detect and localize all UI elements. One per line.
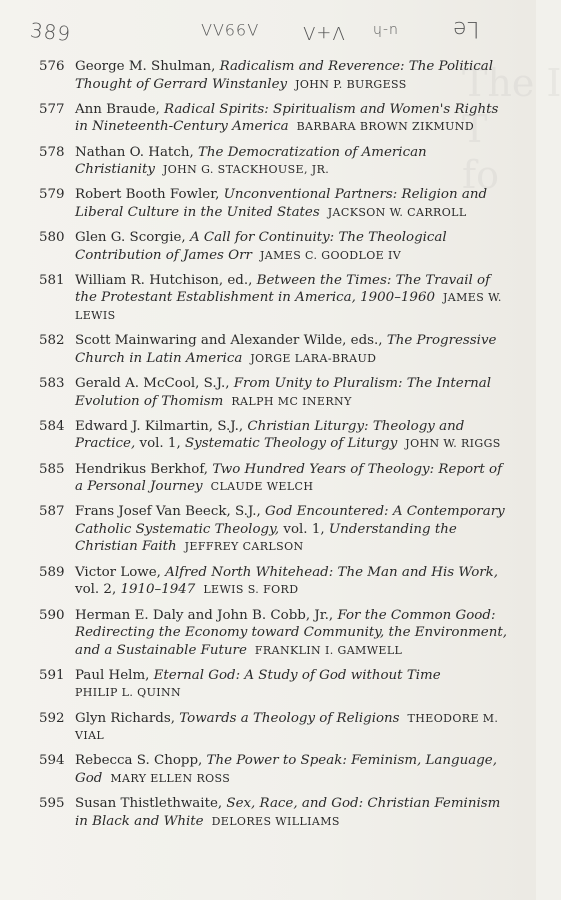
entry-page-number: 579	[39, 187, 65, 203]
entry-author: Edward J. Kilmartin, S.J.,	[75, 418, 248, 434]
entry-reviewer: JOHN G. STACKHOUSE, JR.	[162, 163, 330, 177]
entry-reviewer: CLAUDE WELCH	[210, 480, 314, 494]
review-entry	[0, 332, 536, 367]
entry-page-number: 585	[39, 461, 65, 477]
entry-reviewer: JOHN P. BURGESS	[295, 77, 407, 91]
entry-title: Unconventional Partners: Religion and Liberal Culture in the United States	[75, 187, 488, 220]
entry-reviewer: RALPH MC INERNY	[231, 394, 352, 408]
entry-subtitle: Understanding the Christian Faith	[75, 521, 457, 555]
entry-body	[75, 462, 502, 495]
book-review-list	[0, 58, 536, 838]
review-entry	[0, 461, 536, 496]
handwritten-note: u-h	[372, 22, 398, 38]
review-entry	[0, 229, 536, 264]
entry-author: Victor Lowe,	[75, 564, 166, 580]
review-entry	[0, 101, 536, 136]
handwritten-note: Le	[452, 16, 480, 41]
entry-body	[75, 668, 441, 701]
entry-body	[75, 376, 491, 409]
entry-page-number: 589	[39, 564, 65, 580]
entry-reviewer: JAMES C. GOODLOE IV	[259, 248, 402, 262]
entry-page-number: 580	[39, 230, 65, 246]
entry-reviewer: BARBARA BROWN ZIKMUND	[296, 120, 475, 134]
review-entry	[0, 58, 536, 93]
entry-author: Robert Booth Fowler,	[75, 187, 224, 203]
handwritten-note: V+Λ	[302, 22, 345, 43]
entry-title: The Progressive Church in Latin America	[75, 333, 497, 366]
entry-subtitle: 1910–1947	[120, 582, 196, 598]
entry-title: Between the Times: The Travail of the Protestant Establishment in America, 1900–1960	[75, 272, 491, 306]
review-entry	[0, 186, 536, 221]
entry-page-number: 576	[39, 59, 65, 74]
entry-reviewer: JEFFREY CARLSON	[184, 540, 304, 554]
entry-page-number: 591	[39, 667, 65, 683]
entry-reviewer: JACKSON W. CARROLL	[327, 205, 467, 219]
entry-author: William R. Hutchison, ed.,	[75, 272, 257, 288]
entry-title: From Unity to Pluralism: The Internal Evolution of Thomism	[75, 376, 491, 409]
review-entry	[0, 564, 536, 599]
bleed-line: The I	[462, 61, 561, 105]
entry-reviewer: LEWIS S. FORD	[203, 583, 299, 597]
entry-page-number: 584	[39, 418, 65, 434]
entry-volume: vol. 2,	[75, 582, 121, 598]
entry-author: Ann Braude,	[75, 101, 165, 117]
entry-page-number: 595	[39, 796, 65, 812]
entry-title: Towards a Theology of Religions	[179, 710, 400, 726]
review-entry	[0, 710, 536, 745]
entry-title: Christian Liturgy: Theology and Practice,	[75, 418, 465, 452]
entry-title: Radical Spirits: Spiritualism and Women's Rights in Nineteenth-Century America	[75, 101, 499, 135]
review-entry	[0, 272, 536, 325]
handwritten-note: 389	[28, 17, 73, 47]
entry-author: Frans Josef Van Beeck, S.J.,	[75, 504, 266, 520]
entry-page-number: 587	[39, 504, 65, 520]
entry-reviewer: THEODORE M. VIAL	[75, 711, 499, 743]
entry-body	[75, 419, 501, 452]
review-entry	[0, 418, 536, 453]
entry-author: Rebecca S. Chopp,	[75, 753, 207, 769]
entry-body	[75, 145, 427, 178]
review-entry	[0, 795, 536, 830]
entry-reviewer: FRANKLIN I. GAMWELL	[254, 643, 403, 657]
entry-page-number: 577	[39, 101, 65, 117]
bleed-line: fo	[462, 153, 499, 197]
entry-title: Radicalism and Reverence: The Political Thought of Gerrard Winstanley	[75, 59, 494, 92]
entry-title: For the Common Good: Redirecting the Economy toward Community, the Environment, and a Sustainable Future	[75, 607, 507, 658]
entry-page-number: 592	[39, 710, 65, 726]
review-entry	[0, 144, 536, 179]
entry-subtitle: Systematic Theology of Liturgy	[184, 436, 398, 452]
entry-title: Alfred North Whitehead: The Man and His Work,	[165, 564, 499, 580]
handwritten-notes	[0, 14, 536, 54]
entry-reviewer: JORGE LARA-BRAUD	[250, 351, 377, 365]
entry-author: Glyn Richards,	[75, 710, 180, 726]
entry-author: Gerald A. McCool, S.J.,	[75, 376, 234, 392]
entry-page-number: 581	[39, 272, 65, 288]
entry-body	[75, 796, 500, 829]
entry-body	[75, 230, 447, 263]
entry-body	[75, 59, 493, 92]
entry-author: Hendrikus Berkhof,	[75, 461, 213, 477]
entry-volume: vol. 1,	[279, 521, 329, 537]
entry-author: Glen G. Scorgie,	[75, 230, 190, 246]
entry-reviewer: PHILIP L. QUINN	[75, 686, 182, 700]
entry-body	[75, 711, 498, 744]
entry-body	[75, 565, 498, 598]
entry-page-number: 590	[39, 607, 65, 623]
entry-reviewer: MARY ELLEN ROSS	[110, 771, 231, 785]
entry-author: Nathan O. Hatch,	[75, 144, 198, 160]
bleed-line: T	[462, 107, 488, 151]
entry-title: The Democratization of American Christianity	[75, 144, 427, 178]
review-entry	[0, 752, 536, 787]
entry-body	[75, 273, 502, 323]
review-entry	[0, 503, 536, 556]
entry-body	[75, 504, 505, 554]
entry-page-number: 583	[39, 376, 65, 392]
entry-title: Eternal God: A Study of God without Time	[153, 667, 441, 683]
entry-author: George M. Shulman,	[75, 59, 220, 74]
handwritten-note: Λ99ΛΛ	[200, 20, 259, 39]
entry-author: Scott Mainwaring and Alexander Wilde, eds.,	[75, 333, 387, 349]
entry-author: Susan Thistlethwaite,	[75, 796, 227, 812]
entry-page-number: 578	[39, 144, 65, 160]
entry-page-number: 582	[39, 333, 65, 349]
entry-title: God Encountered: A Contemporary Catholic Systematic Theology,	[75, 504, 505, 537]
entry-title: A Call for Continuity: The Theological Contribution of James Orr	[75, 230, 447, 263]
entry-title: Sex, Race, and God: Christian Feminism in Black and White	[75, 796, 501, 829]
entry-title: Two Hundred Years of Theology: Report of a Personal Journey	[75, 461, 503, 495]
entry-reviewer: JOHN W. RIGGS	[405, 437, 501, 451]
entry-body	[75, 333, 496, 366]
review-entry	[0, 375, 536, 410]
entry-reviewer: JAMES W. LEWIS	[75, 291, 502, 322]
entry-body	[75, 102, 498, 135]
entry-reviewer: DELORES WILLIAMS	[211, 814, 340, 828]
entry-author: Herman E. Daly and John B. Cobb, Jr.,	[75, 607, 338, 623]
entry-volume: vol. 1,	[135, 436, 185, 452]
entry-body	[75, 753, 497, 786]
entry-page-number: 594	[39, 753, 65, 769]
review-entry	[0, 667, 536, 702]
entry-author: Paul Helm,	[75, 667, 154, 683]
entry-title: The Power to Speak: Feminism, Language, God	[75, 753, 497, 786]
entry-body	[75, 608, 507, 658]
entry-body	[75, 187, 487, 220]
review-entry	[0, 607, 536, 660]
